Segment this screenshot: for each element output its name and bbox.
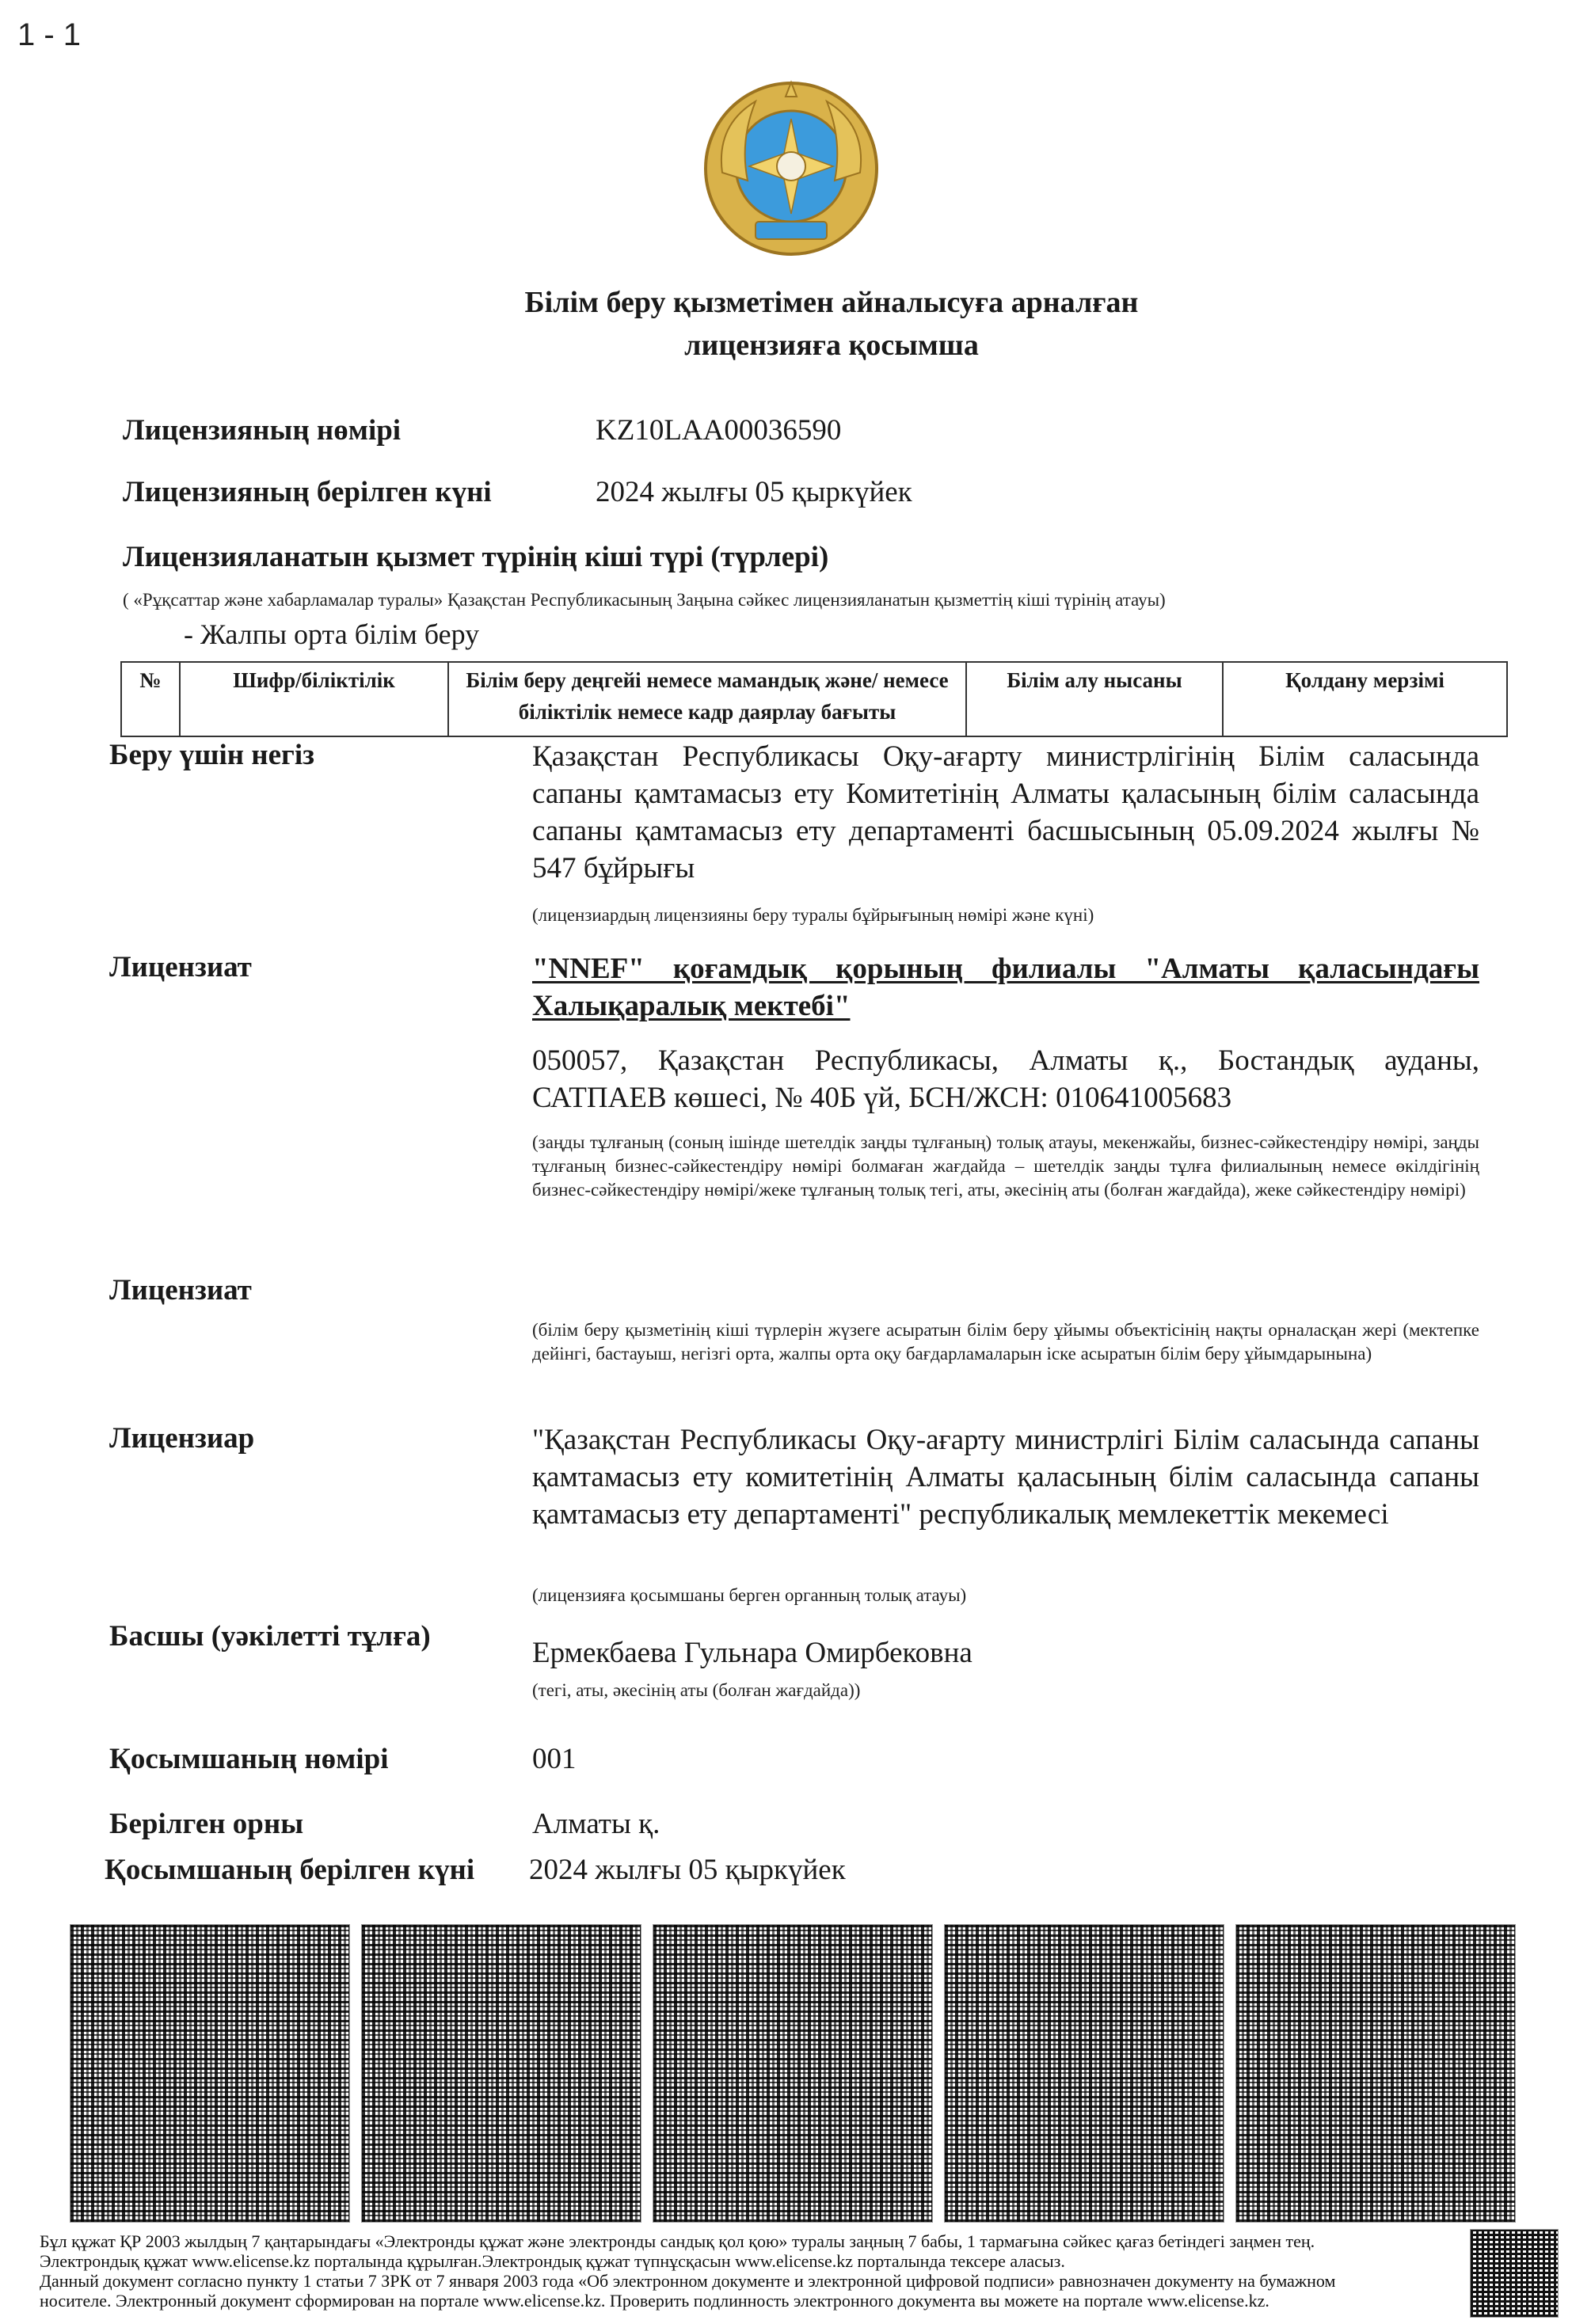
subtype-label: Лицензияланатын қызмет түрінің кіші түрі (түрлері) — [123, 541, 829, 573]
licensor-note: (лицензияға қосымшаны берген органның толық атауы) — [532, 1585, 967, 1605]
head-note: (тегі, аты, әкесінің аты (болған жағдайда)) — [532, 1680, 861, 1700]
table-header-cell: Білім беру деңгейі немесе мамандық және/ немесе біліктілік немесе кадр даярлау бағыты — [448, 662, 966, 736]
table-header-cell: № — [121, 662, 180, 736]
licensee-name: "NNEF" қоғамдық қорының филиалы "Алматы қаласындағы Халықаралық мектебі" — [532, 953, 1479, 1022]
state-emblem-icon — [700, 78, 882, 260]
footer-line: Бұл құжат ҚР 2003 жылдың 7 қаңтарындағы «Электронды құжат және электронды сандық қол қою» туралы заңның 7 бабы, 1 тармағына сәйкес қағаз бетіндегі заңмен тең. — [40, 2231, 1315, 2251]
qr-code — [1235, 1924, 1516, 2223]
licensee2-note: (білім беру қызметінің кіші түрлерін жүзеге асыратын білім беру ұйымы объектісінің нақты орналасқан жері (мектепке дейінгі, бастауыш, негізгі орта, жалпы орта оқу бағдарламаларын іске асыратын білім беру ұйымдарынына) — [532, 1320, 1479, 1364]
qr-code — [653, 1924, 933, 2223]
qr-code — [361, 1924, 641, 2223]
licensor-value: "Қазақстан Республикасы Оқу-ағарту министрлігі Білім саласында сапаны қамтамасыз ету комитетінің Алматы қаласының білім саласында сапаны қамтамасыз ету департаменті" республикалық мемлекеттік мекемесі — [532, 1424, 1479, 1531]
basis-value: Қазақстан Республикасы Оқу-ағарту министрлігінің Білім саласында сапаны қамтамасыз ету Комитетінің Алматы қаласының білім саласында сапаны қамтамасыз ету департаменті басшысының 05.09.2024 жылғы № 547 бұйрығы — [532, 740, 1479, 884]
license-number-label: Лицензияның нөмірі — [123, 414, 402, 447]
head-label: Басшы (уәкілетті тұлға) — [109, 1620, 431, 1653]
license-date-label: Лицензияның берілген күні — [123, 476, 492, 508]
qr-code — [70, 1924, 350, 2223]
licensee2-label: Лицензиат — [109, 1274, 252, 1307]
footer-line: носителе. Электронный документ сформирован на портале www.elicense.kz. Проверить подлинность электронного документа вы можете на портале www.elicense.kz. — [40, 2291, 1269, 2311]
basis-note: (лицензиардың лицензияны беру туралы бұйрығының нөмірі және күні) — [532, 905, 1094, 925]
head-value: Ермекбаева Гульнара Омирбековна — [532, 1637, 973, 1669]
footer-line: Данный документ согласно пункту 1 статьи 7 ЗРК от 7 января 2003 года «Об электронном документе и электронной цифровой подписи» равнозначен документу на бумажном — [40, 2271, 1336, 2291]
appendix-place-label: Берілген орны — [109, 1808, 304, 1840]
document-title-line2: лицензияға қосымша — [684, 329, 979, 362]
licensor-label: Лицензиар — [109, 1422, 255, 1455]
subtype-value: - Жалпы орта білім беру — [184, 618, 480, 650]
licensee-address: 050057, Қазақстан Республикасы, Алматы қ., Бостандық ауданы, САТПАЕВ көшесі, № 40Б үй, БСН/ЖСН: 010641005683 — [532, 1044, 1479, 1114]
appendix-place-value: Алматы қ. — [532, 1808, 660, 1840]
legal-footer — [40, 2231, 1457, 2311]
qr-code — [944, 1924, 1224, 2223]
document-title-line1: Білім беру қызметімен айналысуға арналған — [524, 286, 1139, 319]
page-number: 1 - 1 — [17, 17, 82, 52]
appendix-number-label: Қосымшаның нөмірі — [109, 1743, 389, 1775]
footer-line: Электрондық құжат www.elicense.kz порталында құрылған.Электрондық құжат түпнұсқасын www.elicense.kz порталында тексере аласыз. — [40, 2251, 1065, 2271]
license-date-value: 2024 жылғы 05 қыркүйек — [596, 476, 912, 508]
license-number-value: KZ10LAA00036590 — [596, 414, 842, 447]
appendix-date-value: 2024 жылғы 05 қыркүйек — [529, 1854, 846, 1886]
table-header-cell: Шифр/біліктілік — [180, 662, 448, 736]
licensee-label: Лицензиат — [109, 951, 252, 983]
license-table — [120, 661, 1508, 737]
appendix-date-label: Қосымшаның берілген күні — [105, 1854, 475, 1886]
licensee-note: (заңды тұлғаның (соның ішінде шетелдік заңды тұлғаның) толық атауы, мекенжайы, бизнес-сәйкестендіру нөмірі, заңды тұлғаның бизнес-сәйкестендіру нөмірі болмаған жағдайда – шетелдік заңды тұлға филиалының немесе өкілдігінің бизнес-сәйкестендіру нөмірі/жеке тұлғаның толық тегі, аты, әкесінің аты (болған жағдайда), жеке сәйкестендіру нөмірі) — [532, 1132, 1479, 1200]
appendix-number-value: 001 — [532, 1743, 577, 1775]
subtype-note: ( «Рұқсаттар және хабарламалар туралы» Қазақстан Республикасының Заңына сәйкес лицензияланатын қызметтің кіші түрінің атауы) — [123, 590, 1166, 610]
table-header-row — [121, 662, 1507, 736]
table-header-cell: Қолдану мерзімі — [1223, 662, 1507, 736]
table-header-cell: Білім алу нысаны — [966, 662, 1223, 736]
qr-code-small — [1470, 2229, 1559, 2318]
basis-label: Беру үшін негіз — [109, 739, 314, 771]
